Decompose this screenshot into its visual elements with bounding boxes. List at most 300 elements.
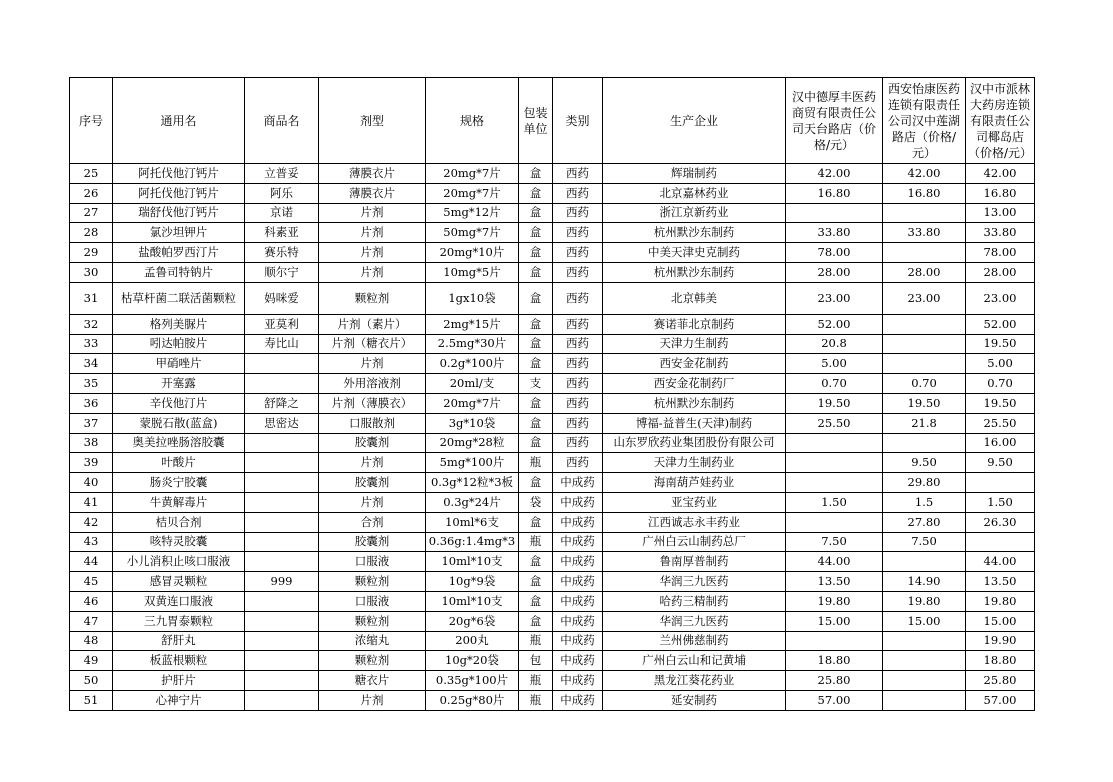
cell-package-unit: 盒 [519,203,553,223]
cell-package-unit: 盒 [519,413,553,433]
cell-price-store-1: 25.80 [786,671,883,691]
cell-generic-name: 感冒灵颗粒 [113,572,245,592]
table-row [70,651,1035,671]
cell-generic-name: 三九胃泰颗粒 [113,611,245,631]
cell-package-unit: 瓶 [519,532,553,552]
cell-generic-name: 牛黄解毒片 [113,492,245,512]
cell-spec: 5mg*12片 [426,203,519,223]
cell-price-store-3: 16.80 [966,183,1035,203]
table-row [70,183,1035,203]
cell-index: 29 [70,243,113,263]
cell-price-store-1: 20.8 [786,334,883,354]
cell-price-store-1 [786,512,883,532]
cell-dosage-form: 口服散剂 [319,413,426,433]
cell-index: 37 [70,413,113,433]
cell-price-store-1: 42.00 [786,164,883,184]
cell-price-store-2: 27.80 [883,512,966,532]
cell-category: 西药 [553,203,603,223]
table-row [70,453,1035,473]
cell-package-unit: 盒 [519,393,553,413]
cell-category: 中成药 [553,512,603,532]
cell-spec: 0.35g*100片 [426,671,519,691]
cell-dosage-form: 外用溶液剂 [319,374,426,394]
cell-category: 西药 [553,413,603,433]
cell-price-store-1: 19.50 [786,393,883,413]
cell-package-unit: 盒 [519,164,553,184]
cell-brand-name [245,690,319,710]
cell-brand-name: 京诺 [245,203,319,223]
cell-price-store-1: 23.00 [786,282,883,314]
cell-price-store-1: 57.00 [786,690,883,710]
cell-dosage-form: 合剂 [319,512,426,532]
cell-category: 中成药 [553,671,603,691]
cell-price-store-1 [786,473,883,493]
cell-manufacturer: 华润三九医药 [603,611,786,631]
cell-manufacturer: 江西诚志永丰药业 [603,512,786,532]
cell-index: 40 [70,473,113,493]
cell-generic-name: 氯沙坦钾片 [113,223,245,243]
cell-price-store-3: 33.80 [966,223,1035,243]
cell-manufacturer: 兰州佛慈制药 [603,631,786,651]
cell-price-store-3: 26.30 [966,512,1035,532]
cell-package-unit: 包 [519,651,553,671]
cell-package-unit: 盒 [519,334,553,354]
cell-price-store-3: 23.00 [966,282,1035,314]
cell-manufacturer: 杭州默沙东制药 [603,223,786,243]
cell-generic-name: 盐酸帕罗西汀片 [113,243,245,263]
cell-price-store-1: 16.80 [786,183,883,203]
cell-category: 西药 [553,393,603,413]
cell-price-store-2 [883,631,966,651]
cell-price-store-1: 5.00 [786,354,883,374]
cell-spec: 20mg*7片 [426,164,519,184]
cell-price-store-3: 25.50 [966,413,1035,433]
table-row [70,690,1035,710]
header-col-package-unit: 包装单位 [519,78,553,164]
cell-dosage-form: 颗粒剂 [319,611,426,631]
cell-price-store-1: 52.00 [786,314,883,334]
cell-manufacturer: 哈药三精制药 [603,591,786,611]
cell-index: 44 [70,552,113,572]
cell-price-store-1: 28.00 [786,262,883,282]
cell-price-store-2: 23.00 [883,282,966,314]
cell-category: 西药 [553,334,603,354]
header-col-manufacturer: 生产企业 [603,78,786,164]
cell-index: 35 [70,374,113,394]
table-row [70,552,1035,572]
cell-index: 46 [70,591,113,611]
cell-package-unit: 瓶 [519,671,553,691]
cell-price-store-1: 78.00 [786,243,883,263]
table-row [70,314,1035,334]
cell-category: 西药 [553,183,603,203]
table-row [70,611,1035,631]
cell-generic-name: 咳特灵胶囊 [113,532,245,552]
cell-index: 45 [70,572,113,592]
cell-dosage-form: 颗粒剂 [319,651,426,671]
cell-dosage-form: 片剂 [319,262,426,282]
cell-manufacturer: 广州白云山制药总厂 [603,532,786,552]
cell-spec: 0.25g*80片 [426,690,519,710]
cell-spec: 200丸 [426,631,519,651]
cell-brand-name [245,651,319,671]
cell-package-unit: 盒 [519,611,553,631]
cell-dosage-form: 胶囊剂 [319,532,426,552]
cell-brand-name [245,611,319,631]
cell-generic-name: 奥美拉唑肠溶胶囊 [113,433,245,453]
cell-price-store-3: 28.00 [966,262,1035,282]
cell-category: 中成药 [553,572,603,592]
cell-category: 西药 [553,354,603,374]
header-col-price-store-1: 汉中德厚丰医药商贸有限责任公司天台路店（价格/元） [786,78,883,164]
cell-price-store-3: 78.00 [966,243,1035,263]
table-row [70,532,1035,552]
cell-manufacturer: 北京嘉林药业 [603,183,786,203]
cell-spec: 20mg*7片 [426,183,519,203]
cell-dosage-form: 颗粒剂 [319,572,426,592]
cell-dosage-form: 口服液 [319,591,426,611]
table-row [70,512,1035,532]
cell-manufacturer: 天津力生制药 [603,334,786,354]
cell-brand-name: 亚莫利 [245,314,319,334]
cell-dosage-form: 糖衣片 [319,671,426,691]
cell-package-unit: 盒 [519,282,553,314]
cell-spec: 20g*6袋 [426,611,519,631]
cell-index: 34 [70,354,113,374]
cell-package-unit: 盒 [519,314,553,334]
cell-manufacturer: 西安金花制药 [603,354,786,374]
cell-generic-name: 叶酸片 [113,453,245,473]
header-col-generic-name: 通用名 [113,78,245,164]
cell-package-unit: 盒 [519,183,553,203]
cell-index: 38 [70,433,113,453]
cell-manufacturer: 延安制药 [603,690,786,710]
cell-generic-name: 板蓝根颗粒 [113,651,245,671]
cell-spec: 10g*20袋 [426,651,519,671]
table-row [70,282,1035,314]
cell-price-store-2: 16.80 [883,183,966,203]
cell-price-store-2 [883,243,966,263]
table-row [70,393,1035,413]
cell-price-store-1: 33.80 [786,223,883,243]
cell-spec: 50mg*7片 [426,223,519,243]
cell-index: 47 [70,611,113,631]
table-row [70,203,1035,223]
cell-brand-name [245,473,319,493]
cell-dosage-form: 片剂 [319,453,426,473]
cell-manufacturer: 浙江京新药业 [603,203,786,223]
cell-index: 31 [70,282,113,314]
cell-price-store-3: 15.00 [966,611,1035,631]
cell-dosage-form: 薄膜衣片 [319,164,426,184]
cell-manufacturer: 赛诺菲北京制药 [603,314,786,334]
cell-package-unit: 瓶 [519,690,553,710]
cell-generic-name: 甲硝唑片 [113,354,245,374]
cell-dosage-form: 片剂 [319,354,426,374]
cell-package-unit: 袋 [519,492,553,512]
cell-price-store-1 [786,631,883,651]
cell-price-store-2: 19.80 [883,591,966,611]
cell-package-unit: 盒 [519,223,553,243]
cell-price-store-2: 9.50 [883,453,966,473]
cell-dosage-form: 片剂（糖衣片） [319,334,426,354]
cell-price-store-1: 0.70 [786,374,883,394]
cell-category: 中成药 [553,690,603,710]
cell-price-store-3: 52.00 [966,314,1035,334]
table-row [70,591,1035,611]
cell-price-store-1: 7.50 [786,532,883,552]
cell-brand-name [245,512,319,532]
cell-price-store-3: 19.50 [966,393,1035,413]
cell-index: 50 [70,671,113,691]
cell-package-unit: 盒 [519,243,553,263]
cell-brand-name: 阿乐 [245,183,319,203]
cell-dosage-form: 胶囊剂 [319,433,426,453]
header-col-dosage-form: 剂型 [319,78,426,164]
cell-spec: 1gx10袋 [426,282,519,314]
cell-package-unit: 盒 [519,572,553,592]
cell-price-store-3: 57.00 [966,690,1035,710]
price-table [69,77,1035,711]
cell-index: 32 [70,314,113,334]
cell-price-store-2: 21.8 [883,413,966,433]
cell-generic-name: 肠炎宁胶囊 [113,473,245,493]
cell-package-unit: 盒 [519,473,553,493]
cell-manufacturer: 中美天津史克制药 [603,243,786,263]
cell-brand-name [245,453,319,473]
cell-package-unit: 瓶 [519,453,553,473]
cell-price-store-2 [883,690,966,710]
cell-price-store-3 [966,532,1035,552]
cell-brand-name [245,492,319,512]
cell-price-store-3: 9.50 [966,453,1035,473]
table-row [70,572,1035,592]
cell-index: 43 [70,532,113,552]
header-col-category: 类别 [553,78,603,164]
cell-package-unit: 盒 [519,591,553,611]
cell-price-store-3: 19.80 [966,591,1035,611]
cell-price-store-2: 29.80 [883,473,966,493]
cell-index: 48 [70,631,113,651]
cell-dosage-form: 片剂 [319,243,426,263]
table-row [70,164,1035,184]
cell-brand-name: 思密达 [245,413,319,433]
cell-dosage-form: 片剂 [319,690,426,710]
table-row [70,243,1035,263]
cell-price-store-2: 7.50 [883,532,966,552]
cell-spec: 10g*9袋 [426,572,519,592]
cell-category: 西药 [553,282,603,314]
cell-price-store-3: 19.50 [966,334,1035,354]
cell-category: 西药 [553,243,603,263]
cell-dosage-form: 片剂 [319,223,426,243]
cell-price-store-2 [883,203,966,223]
cell-index: 42 [70,512,113,532]
cell-price-store-1: 1.50 [786,492,883,512]
cell-manufacturer: 广州白云山和记黄埔 [603,651,786,671]
cell-price-store-3: 42.00 [966,164,1035,184]
cell-dosage-form: 片剂 [319,203,426,223]
cell-generic-name: 小儿消积止咳口服液 [113,552,245,572]
cell-generic-name: 双黄连口服液 [113,591,245,611]
cell-brand-name [245,671,319,691]
cell-category: 西药 [553,433,603,453]
cell-manufacturer: 黑龙江葵花药业 [603,671,786,691]
cell-brand-name [245,374,319,394]
cell-price-store-3 [966,473,1035,493]
cell-category: 中成药 [553,532,603,552]
cell-price-store-2 [883,552,966,572]
cell-generic-name: 吲达帕胺片 [113,334,245,354]
table-row [70,334,1035,354]
cell-brand-name [245,433,319,453]
cell-price-store-1: 18.80 [786,651,883,671]
cell-price-store-2 [883,651,966,671]
cell-spec: 0.36g:1.4mg*3 [426,532,519,552]
cell-manufacturer: 天津力生制药业 [603,453,786,473]
cell-category: 西药 [553,314,603,334]
cell-generic-name: 心神宁片 [113,690,245,710]
cell-spec: 2mg*15片 [426,314,519,334]
cell-price-store-2 [883,334,966,354]
cell-spec: 5mg*100片 [426,453,519,473]
cell-brand-name: 立普妥 [245,164,319,184]
cell-dosage-form: 片剂（素片） [319,314,426,334]
cell-package-unit: 支 [519,374,553,394]
cell-index: 25 [70,164,113,184]
table-row [70,473,1035,493]
cell-index: 33 [70,334,113,354]
cell-brand-name: 寿比山 [245,334,319,354]
header-row [70,78,1035,164]
cell-manufacturer: 杭州默沙东制药 [603,262,786,282]
table-row [70,492,1035,512]
cell-dosage-form: 口服液 [319,552,426,572]
cell-manufacturer: 华润三九医药 [603,572,786,592]
cell-index: 49 [70,651,113,671]
cell-manufacturer: 辉瑞制药 [603,164,786,184]
cell-package-unit: 盒 [519,262,553,282]
cell-brand-name [245,354,319,374]
cell-generic-name: 桔贝合剂 [113,512,245,532]
cell-index: 51 [70,690,113,710]
table-row [70,671,1035,691]
cell-price-store-2: 42.00 [883,164,966,184]
cell-brand-name [245,532,319,552]
cell-price-store-3: 13.50 [966,572,1035,592]
cell-index: 41 [70,492,113,512]
cell-spec: 3g*10袋 [426,413,519,433]
header-col-price-store-3: 汉中市派林大药房连锁有限责任公司椰岛店（价格/元） [966,78,1035,164]
header-col-index: 序号 [70,78,113,164]
cell-price-store-1: 13.50 [786,572,883,592]
cell-price-store-2: 19.50 [883,393,966,413]
cell-price-store-1: 25.50 [786,413,883,433]
header-col-spec: 规格 [426,78,519,164]
cell-category: 西药 [553,262,603,282]
cell-brand-name [245,631,319,651]
cell-spec: 2.5mg*30片 [426,334,519,354]
cell-generic-name: 舒肝丸 [113,631,245,651]
cell-price-store-2: 14.90 [883,572,966,592]
table-row [70,374,1035,394]
cell-spec: 20mg*7片 [426,393,519,413]
cell-package-unit: 盒 [519,433,553,453]
cell-manufacturer: 博福-益普生(天津)制药 [603,413,786,433]
cell-generic-name: 瑞舒伐他汀钙片 [113,203,245,223]
cell-generic-name: 格列美脲片 [113,314,245,334]
cell-dosage-form: 片剂（薄膜衣） [319,393,426,413]
cell-dosage-form: 胶囊剂 [319,473,426,493]
cell-brand-name: 赛乐特 [245,243,319,263]
header-col-brand-name: 商品名 [245,78,319,164]
cell-price-store-2 [883,354,966,374]
cell-spec: 10ml*10支 [426,552,519,572]
cell-category: 西药 [553,374,603,394]
cell-generic-name: 开塞露 [113,374,245,394]
cell-category: 中成药 [553,611,603,631]
cell-index: 36 [70,393,113,413]
cell-manufacturer: 鲁南厚普制药 [603,552,786,572]
cell-generic-name: 阿托伐他汀钙片 [113,183,245,203]
cell-brand-name [245,591,319,611]
cell-generic-name: 辛伐他汀片 [113,393,245,413]
cell-brand-name: 妈咪爱 [245,282,319,314]
cell-category: 中成药 [553,591,603,611]
cell-dosage-form: 浓缩丸 [319,631,426,651]
cell-category: 中成药 [553,492,603,512]
cell-price-store-3: 18.80 [966,651,1035,671]
cell-spec: 10mg*5片 [426,262,519,282]
table-row [70,223,1035,243]
cell-generic-name: 枯草杆菌二联活菌颗粒 [113,282,245,314]
cell-price-store-1: 44.00 [786,552,883,572]
cell-spec: 10ml*6支 [426,512,519,532]
cell-index: 30 [70,262,113,282]
cell-price-store-3: 1.50 [966,492,1035,512]
cell-dosage-form: 片剂 [319,492,426,512]
cell-price-store-2: 28.00 [883,262,966,282]
cell-price-store-3: 25.80 [966,671,1035,691]
cell-category: 西药 [553,453,603,473]
cell-price-store-3: 0.70 [966,374,1035,394]
cell-brand-name: 顺尔宁 [245,262,319,282]
cell-price-store-2: 15.00 [883,611,966,631]
cell-manufacturer: 亚宝药业 [603,492,786,512]
cell-price-store-3: 19.90 [966,631,1035,651]
cell-package-unit: 瓶 [519,631,553,651]
cell-package-unit: 盒 [519,354,553,374]
cell-spec: 0.3g*24片 [426,492,519,512]
cell-brand-name: 999 [245,572,319,592]
cell-brand-name: 科素亚 [245,223,319,243]
cell-package-unit: 盒 [519,552,553,572]
cell-price-store-1: 19.80 [786,591,883,611]
table-row [70,631,1035,651]
cell-generic-name: 阿托伐他汀钙片 [113,164,245,184]
cell-price-store-1 [786,453,883,473]
cell-index: 39 [70,453,113,473]
cell-manufacturer: 西安金花制药厂 [603,374,786,394]
cell-price-store-1 [786,203,883,223]
cell-spec: 10ml*10支 [426,591,519,611]
table-body [70,164,1035,711]
cell-category: 中成药 [553,631,603,651]
cell-price-store-2 [883,314,966,334]
cell-generic-name: 护肝片 [113,671,245,691]
cell-spec: 20mg*10片 [426,243,519,263]
cell-price-store-3: 13.00 [966,203,1035,223]
